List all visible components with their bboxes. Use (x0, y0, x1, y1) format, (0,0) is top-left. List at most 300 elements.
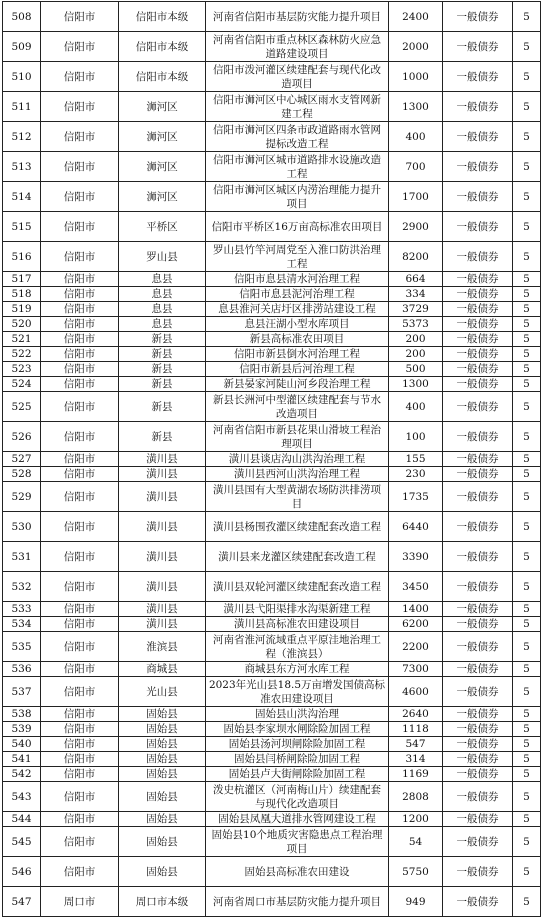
row-number: 521 (3, 332, 41, 347)
table-row (3, 122, 541, 152)
row-number: 520 (3, 317, 41, 332)
project-name-cell: 信阳市浉河区城市道路排水设施改造工程 (206, 152, 389, 182)
row-number: 518 (3, 287, 41, 302)
county-cell: 潢川县 (119, 467, 206, 482)
county-cell: 息县 (119, 287, 206, 302)
bond-type-cell: 一般债券 (443, 272, 513, 287)
county-cell: 淮滨县 (119, 632, 206, 662)
table-row (3, 182, 541, 212)
row-number: 542 (3, 767, 41, 782)
project-name-cell: 固始县汤河坝闸除险加固工程 (206, 737, 389, 752)
term-cell: 5 (513, 452, 541, 467)
amount-cell: 2808 (389, 782, 443, 812)
amount-cell: 1735 (389, 482, 443, 512)
amount-cell: 100 (389, 422, 443, 452)
table-row (3, 512, 541, 542)
term-cell: 5 (513, 572, 541, 602)
county-cell: 光山县 (119, 677, 206, 707)
bond-type-cell: 一般债券 (443, 572, 513, 602)
amount-cell: 6440 (389, 512, 443, 542)
term-cell: 5 (513, 362, 541, 377)
table-row (3, 302, 541, 317)
table-row (3, 62, 541, 92)
project-name-cell: 固始县卢大街闸除险加固工程 (206, 767, 389, 782)
amount-cell: 2900 (389, 212, 443, 242)
amount-cell: 6200 (389, 617, 443, 632)
amount-cell: 8200 (389, 242, 443, 272)
bond-type-cell: 一般债券 (443, 737, 513, 752)
bond-project-table-container (2, 1, 540, 917)
city-cell: 信阳市 (41, 452, 119, 467)
table-row (3, 482, 541, 512)
county-cell: 潢川县 (119, 617, 206, 632)
table-row (3, 602, 541, 617)
amount-cell: 700 (389, 152, 443, 182)
row-number: 534 (3, 617, 41, 632)
city-cell: 信阳市 (41, 347, 119, 362)
county-cell: 周口市本级 (119, 887, 206, 917)
bond-project-table (2, 1, 541, 917)
bond-type-cell: 一般债券 (443, 347, 513, 362)
term-cell: 5 (513, 272, 541, 287)
term-cell: 5 (513, 782, 541, 812)
table-row (3, 317, 541, 332)
project-name-cell: 潢川县双轮河灌区续建配套改造工程 (206, 572, 389, 602)
row-number: 545 (3, 827, 41, 857)
table-row (3, 857, 541, 887)
row-number: 539 (3, 722, 41, 737)
project-name-cell: 新县长洲河中型灌区续建配套与节水改造项目 (206, 392, 389, 422)
bond-type-cell: 一般债券 (443, 242, 513, 272)
row-number: 531 (3, 542, 41, 572)
city-cell: 信阳市 (41, 152, 119, 182)
bond-type-cell: 一般债券 (443, 182, 513, 212)
amount-cell: 1300 (389, 92, 443, 122)
county-cell: 固始县 (119, 812, 206, 827)
project-name-cell: 泼史杭灌区（河南梅山片）续建配套与现代化改造项目 (206, 782, 389, 812)
city-cell: 周口市 (41, 887, 119, 917)
amount-cell: 5750 (389, 857, 443, 887)
city-cell: 信阳市 (41, 512, 119, 542)
county-cell: 潢川县 (119, 542, 206, 572)
county-cell: 固始县 (119, 782, 206, 812)
project-name-cell: 罗山县竹竿河周党至入淮口防洪治理工程 (206, 242, 389, 272)
project-name-cell: 信阳市浉河区中心城区雨水支管网新建工程 (206, 92, 389, 122)
row-number: 526 (3, 422, 41, 452)
amount-cell: 230 (389, 467, 443, 482)
row-number: 546 (3, 857, 41, 887)
row-number: 515 (3, 212, 41, 242)
county-cell: 潢川县 (119, 452, 206, 467)
table-row (3, 887, 541, 917)
amount-cell: 5373 (389, 317, 443, 332)
amount-cell: 400 (389, 122, 443, 152)
table-row (3, 572, 541, 602)
bond-type-cell: 一般债券 (443, 662, 513, 677)
bond-type-cell: 一般债券 (443, 287, 513, 302)
bond-type-cell: 一般债券 (443, 392, 513, 422)
row-number: 533 (3, 602, 41, 617)
project-name-cell: 商城县东方河水库工程 (206, 662, 389, 677)
bond-type-cell: 一般债券 (443, 767, 513, 782)
project-name-cell: 信阳市息县清水河治理工程 (206, 272, 389, 287)
city-cell: 信阳市 (41, 62, 119, 92)
bond-type-cell: 一般债券 (443, 677, 513, 707)
term-cell: 5 (513, 32, 541, 62)
term-cell: 5 (513, 347, 541, 362)
county-cell: 固始县 (119, 857, 206, 887)
row-number: 538 (3, 707, 41, 722)
project-name-cell: 固始县闫桥闸除险加固工程 (206, 752, 389, 767)
term-cell: 5 (513, 482, 541, 512)
project-name-cell: 新县晏家河陡山河乡段治理工程 (206, 377, 389, 392)
bond-type-cell: 一般债券 (443, 542, 513, 572)
row-number: 514 (3, 182, 41, 212)
table-row (3, 332, 541, 347)
term-cell: 5 (513, 122, 541, 152)
city-cell: 信阳市 (41, 632, 119, 662)
project-name-cell: 信阳市浉河区城区内涝治理能力提升项目 (206, 182, 389, 212)
city-cell: 信阳市 (41, 752, 119, 767)
project-name-cell: 固始县凤凰大道排水管网建设工程 (206, 812, 389, 827)
county-cell: 信阳市本级 (119, 32, 206, 62)
county-cell: 潢川县 (119, 512, 206, 542)
term-cell: 5 (513, 332, 541, 347)
row-number: 510 (3, 62, 41, 92)
table-row (3, 242, 541, 272)
project-name-cell: 河南省信阳市新县花果山滑坡工程治理项目 (206, 422, 389, 452)
city-cell: 信阳市 (41, 542, 119, 572)
table-row (3, 362, 541, 377)
row-number: 517 (3, 272, 41, 287)
table-body (3, 2, 541, 917)
table-row (3, 812, 541, 827)
city-cell: 信阳市 (41, 662, 119, 677)
amount-cell: 200 (389, 332, 443, 347)
table-row (3, 272, 541, 287)
amount-cell: 54 (389, 827, 443, 857)
amount-cell: 949 (389, 887, 443, 917)
project-name-cell: 2023年光山县18.5万亩增发国债高标准农田建设项目 (206, 677, 389, 707)
project-name-cell: 信阳市息县泥河治理工程 (206, 287, 389, 302)
bond-type-cell: 一般债券 (443, 422, 513, 452)
project-name-cell: 新县高标准农田项目 (206, 332, 389, 347)
county-cell: 浉河区 (119, 92, 206, 122)
project-name-cell: 潢川县弋阳渠排水沟渠新建工程 (206, 602, 389, 617)
table-row (3, 377, 541, 392)
amount-cell: 7300 (389, 662, 443, 677)
term-cell: 5 (513, 857, 541, 887)
amount-cell: 200 (389, 347, 443, 362)
bond-type-cell: 一般债券 (443, 62, 513, 92)
row-number: 537 (3, 677, 41, 707)
term-cell: 5 (513, 212, 541, 242)
term-cell: 5 (513, 467, 541, 482)
amount-cell: 1200 (389, 812, 443, 827)
city-cell: 信阳市 (41, 767, 119, 782)
city-cell: 信阳市 (41, 212, 119, 242)
project-name-cell: 信阳市泼河灌区续建配套与现代化改造项目 (206, 62, 389, 92)
row-number: 532 (3, 572, 41, 602)
county-cell: 浉河区 (119, 152, 206, 182)
city-cell: 信阳市 (41, 572, 119, 602)
county-cell: 新县 (119, 422, 206, 452)
row-number: 508 (3, 2, 41, 32)
project-name-cell: 潢川县高标准农田建设项目 (206, 617, 389, 632)
amount-cell: 1700 (389, 182, 443, 212)
amount-cell: 2640 (389, 707, 443, 722)
term-cell: 5 (513, 2, 541, 32)
county-cell: 潢川县 (119, 482, 206, 512)
bond-type-cell: 一般债券 (443, 332, 513, 347)
bond-type-cell: 一般债券 (443, 812, 513, 827)
term-cell: 5 (513, 422, 541, 452)
project-name-cell: 信阳市平桥区16万亩高标准农田项目 (206, 212, 389, 242)
county-cell: 浉河区 (119, 122, 206, 152)
city-cell: 信阳市 (41, 32, 119, 62)
row-number: 547 (3, 887, 41, 917)
term-cell: 5 (513, 302, 541, 317)
row-number: 535 (3, 632, 41, 662)
bond-type-cell: 一般债券 (443, 752, 513, 767)
city-cell: 信阳市 (41, 707, 119, 722)
city-cell: 信阳市 (41, 362, 119, 377)
amount-cell: 1169 (389, 767, 443, 782)
project-name-cell: 固始县山洪沟治理 (206, 707, 389, 722)
project-name-cell: 信阳市新县倒水河治理工程 (206, 347, 389, 362)
project-name-cell: 潢川县谈店沟山洪沟治理工程 (206, 452, 389, 467)
term-cell: 5 (513, 377, 541, 392)
city-cell: 信阳市 (41, 317, 119, 332)
project-name-cell: 河南省周口市基层防灾能力提升项目 (206, 887, 389, 917)
county-cell: 新县 (119, 347, 206, 362)
county-cell: 新县 (119, 377, 206, 392)
table-row (3, 827, 541, 857)
table-row (3, 392, 541, 422)
bond-type-cell: 一般债券 (443, 602, 513, 617)
project-name-cell: 潢川县国有大型黄湖农场防洪排涝项目 (206, 482, 389, 512)
county-cell: 新县 (119, 332, 206, 347)
city-cell: 信阳市 (41, 827, 119, 857)
table-row (3, 662, 541, 677)
table-row (3, 737, 541, 752)
bond-type-cell: 一般债券 (443, 722, 513, 737)
project-name-cell: 固始县李家坝水闸除险加固工程 (206, 722, 389, 737)
city-cell: 信阳市 (41, 482, 119, 512)
term-cell: 5 (513, 182, 541, 212)
county-cell: 息县 (119, 317, 206, 332)
city-cell: 信阳市 (41, 602, 119, 617)
term-cell: 5 (513, 392, 541, 422)
term-cell: 5 (513, 812, 541, 827)
term-cell: 5 (513, 602, 541, 617)
term-cell: 5 (513, 662, 541, 677)
bond-type-cell: 一般债券 (443, 707, 513, 722)
county-cell: 平桥区 (119, 212, 206, 242)
project-name-cell: 潢川县来龙灌区续建配套改造工程 (206, 542, 389, 572)
bond-type-cell: 一般债券 (443, 212, 513, 242)
county-cell: 息县 (119, 302, 206, 317)
term-cell: 5 (513, 737, 541, 752)
table-row (3, 287, 541, 302)
amount-cell: 3450 (389, 572, 443, 602)
city-cell: 信阳市 (41, 287, 119, 302)
term-cell: 5 (513, 617, 541, 632)
amount-cell: 3729 (389, 302, 443, 317)
term-cell: 5 (513, 512, 541, 542)
bond-type-cell: 一般债券 (443, 887, 513, 917)
row-number: 536 (3, 662, 41, 677)
row-number: 523 (3, 362, 41, 377)
bond-type-cell: 一般债券 (443, 827, 513, 857)
amount-cell: 2400 (389, 2, 443, 32)
table-row (3, 707, 541, 722)
amount-cell: 547 (389, 737, 443, 752)
table-row (3, 452, 541, 467)
term-cell: 5 (513, 317, 541, 332)
amount-cell: 155 (389, 452, 443, 467)
row-number: 511 (3, 92, 41, 122)
table-row (3, 467, 541, 482)
term-cell: 5 (513, 767, 541, 782)
county-cell: 固始县 (119, 767, 206, 782)
bond-type-cell: 一般债券 (443, 512, 513, 542)
row-number: 530 (3, 512, 41, 542)
project-name-cell: 河南省信阳市基层防灾能力提升项目 (206, 2, 389, 32)
county-cell: 潢川县 (119, 602, 206, 617)
project-name-cell: 潢川县杨围孜灌区续建配套改造工程 (206, 512, 389, 542)
table-row (3, 752, 541, 767)
table-row (3, 542, 541, 572)
project-name-cell: 河南省淮河流域重点平原洼地治理工程（淮滨县） (206, 632, 389, 662)
row-number: 519 (3, 302, 41, 317)
amount-cell: 334 (389, 287, 443, 302)
table-row (3, 617, 541, 632)
table-row (3, 422, 541, 452)
county-cell: 固始县 (119, 737, 206, 752)
term-cell: 5 (513, 677, 541, 707)
row-number: 527 (3, 452, 41, 467)
county-cell: 潢川县 (119, 572, 206, 602)
project-name-cell: 信阳市浉河区四条市政道路雨水管网提标改造工程 (206, 122, 389, 152)
city-cell: 信阳市 (41, 272, 119, 287)
table-row (3, 767, 541, 782)
amount-cell: 314 (389, 752, 443, 767)
bond-type-cell: 一般债券 (443, 452, 513, 467)
city-cell: 信阳市 (41, 377, 119, 392)
city-cell: 信阳市 (41, 302, 119, 317)
bond-type-cell: 一般债券 (443, 302, 513, 317)
table-row (3, 212, 541, 242)
city-cell: 信阳市 (41, 737, 119, 752)
table-row (3, 782, 541, 812)
city-cell: 信阳市 (41, 242, 119, 272)
table-row (3, 677, 541, 707)
county-cell: 固始县 (119, 707, 206, 722)
county-cell: 息县 (119, 272, 206, 287)
project-name-cell: 息县淮河关店圩区排涝站建设工程 (206, 302, 389, 317)
table-row (3, 722, 541, 737)
project-name-cell: 信阳市新县后河治理工程 (206, 362, 389, 377)
county-cell: 固始县 (119, 722, 206, 737)
bond-type-cell: 一般债券 (443, 32, 513, 62)
row-number: 524 (3, 377, 41, 392)
row-number: 512 (3, 122, 41, 152)
city-cell: 信阳市 (41, 617, 119, 632)
city-cell: 信阳市 (41, 722, 119, 737)
amount-cell: 2000 (389, 32, 443, 62)
county-cell: 新县 (119, 392, 206, 422)
row-number: 528 (3, 467, 41, 482)
county-cell: 罗山县 (119, 242, 206, 272)
amount-cell: 3390 (389, 542, 443, 572)
term-cell: 5 (513, 827, 541, 857)
term-cell: 5 (513, 632, 541, 662)
city-cell: 信阳市 (41, 422, 119, 452)
county-cell: 信阳市本级 (119, 62, 206, 92)
project-name-cell: 固始县高标准农田建设 (206, 857, 389, 887)
bond-type-cell: 一般债券 (443, 857, 513, 887)
term-cell: 5 (513, 62, 541, 92)
row-number: 529 (3, 482, 41, 512)
bond-type-cell: 一般债券 (443, 617, 513, 632)
county-cell: 商城县 (119, 662, 206, 677)
city-cell: 信阳市 (41, 392, 119, 422)
row-number: 522 (3, 347, 41, 362)
city-cell: 信阳市 (41, 857, 119, 887)
term-cell: 5 (513, 722, 541, 737)
row-number: 543 (3, 782, 41, 812)
table-row (3, 347, 541, 362)
term-cell: 5 (513, 542, 541, 572)
bond-type-cell: 一般债券 (443, 632, 513, 662)
term-cell: 5 (513, 707, 541, 722)
amount-cell: 1300 (389, 377, 443, 392)
amount-cell: 1118 (389, 722, 443, 737)
project-name-cell: 潢川县西河山洪沟治理工程 (206, 467, 389, 482)
amount-cell: 664 (389, 272, 443, 287)
county-cell: 固始县 (119, 752, 206, 767)
city-cell: 信阳市 (41, 332, 119, 347)
row-number: 513 (3, 152, 41, 182)
bond-type-cell: 一般债券 (443, 467, 513, 482)
term-cell: 5 (513, 152, 541, 182)
table-row (3, 152, 541, 182)
county-cell: 新县 (119, 362, 206, 377)
bond-type-cell: 一般债券 (443, 122, 513, 152)
term-cell: 5 (513, 287, 541, 302)
city-cell: 信阳市 (41, 92, 119, 122)
city-cell: 信阳市 (41, 782, 119, 812)
bond-type-cell: 一般债券 (443, 782, 513, 812)
table-row (3, 92, 541, 122)
term-cell: 5 (513, 752, 541, 767)
bond-type-cell: 一般债券 (443, 92, 513, 122)
project-name-cell: 固始县10个地质灾害隐患点工程治理项目 (206, 827, 389, 857)
amount-cell: 400 (389, 392, 443, 422)
bond-type-cell: 一般债券 (443, 482, 513, 512)
bond-type-cell: 一般债券 (443, 377, 513, 392)
city-cell: 信阳市 (41, 2, 119, 32)
row-number: 540 (3, 737, 41, 752)
row-number: 544 (3, 812, 41, 827)
project-name-cell: 息县汪湖小型水库项目 (206, 317, 389, 332)
city-cell: 信阳市 (41, 122, 119, 152)
bond-type-cell: 一般债券 (443, 2, 513, 32)
table-row (3, 32, 541, 62)
amount-cell: 4600 (389, 677, 443, 707)
row-number: 525 (3, 392, 41, 422)
